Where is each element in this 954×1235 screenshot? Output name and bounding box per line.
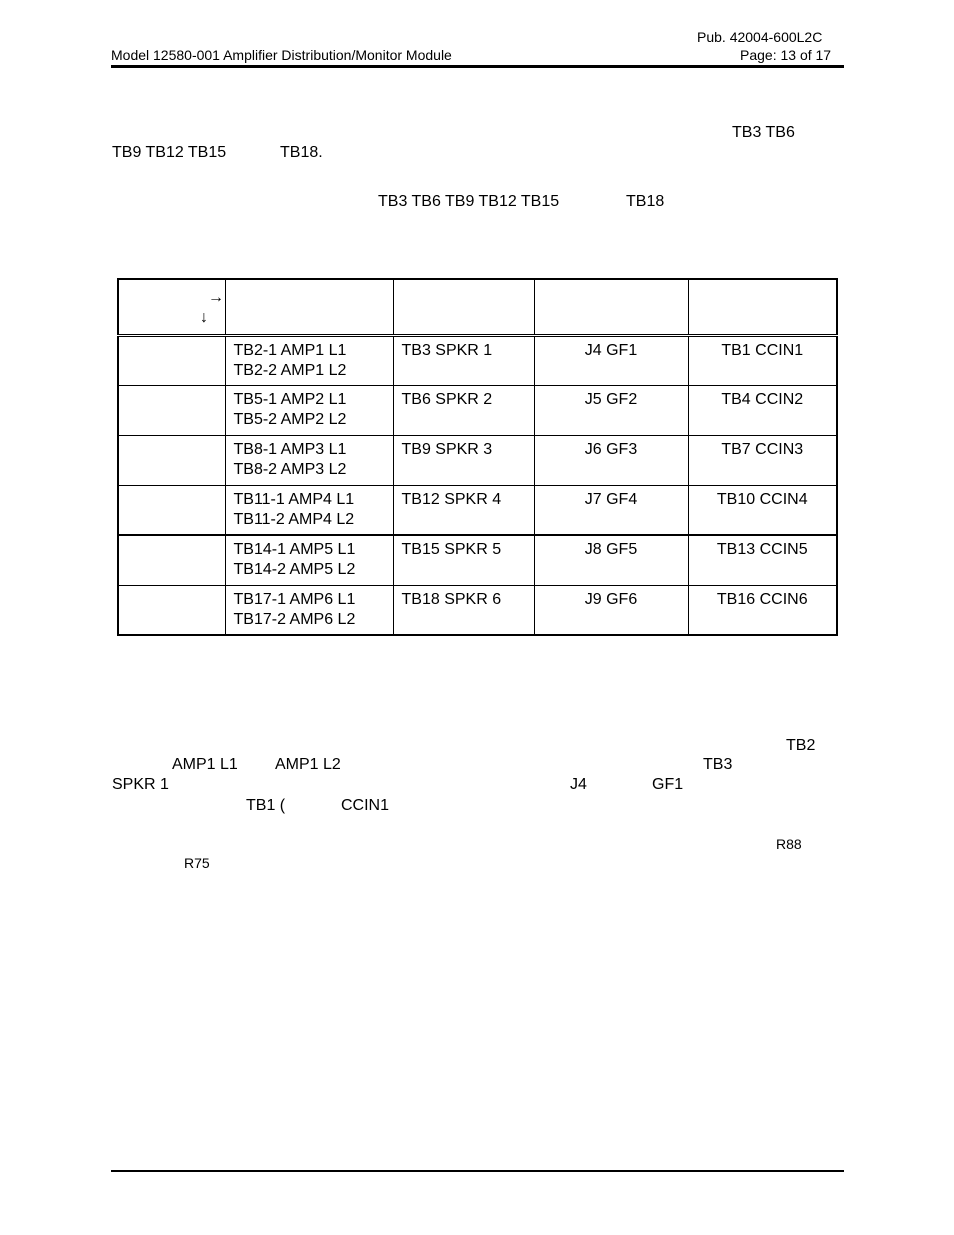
ccin-cell: TB13 CCIN5 (688, 535, 837, 585)
publication-number: Pub. 42004-600L2C (697, 29, 823, 45)
gf-cell: J8 GF5 (534, 535, 688, 585)
header-cell (688, 279, 837, 335)
amp-cell (225, 385, 393, 435)
header-cell (393, 279, 534, 335)
para-r75: R75 (184, 855, 210, 871)
amp-l2: TB11-2 AMP4 L2 (233, 510, 355, 528)
amp-cell (225, 485, 393, 535)
para-gf1: GF1 (652, 776, 684, 793)
spkr-cell: TB3 SPKR 1 (393, 335, 534, 385)
gf-cell: J4 GF1 (534, 335, 688, 385)
row-label-cell (118, 385, 225, 435)
spkr-cell: TB12 SPKR 4 (393, 485, 534, 535)
para-amp1-l1: AMP1 L1 (172, 756, 238, 773)
terminal-mapping-table (117, 278, 838, 636)
arrow-right-icon: → (208, 289, 224, 306)
amp-l1: TB14-1 AMP5 L1 (233, 541, 356, 558)
ccin-cell: TB1 CCIN1 (688, 335, 837, 385)
para-r88: R88 (776, 836, 802, 852)
table-row (118, 485, 837, 535)
spkr-cell: TB9 SPKR 3 (393, 435, 534, 485)
amp-l2: TB17-2 AMP6 L2 (233, 610, 356, 628)
ccin-cell: TB16 CCIN6 (688, 585, 837, 635)
amp-l1: TB2-1 AMP1 L1 (233, 341, 347, 359)
amp-l2: TB14-2 AMP5 L2 (233, 561, 356, 578)
amp-l1: TB8-1 AMP3 L1 (233, 440, 347, 458)
table-header-row (118, 279, 837, 335)
table-row (118, 435, 837, 485)
para-spkr1: SPKR 1 (112, 776, 169, 793)
amp-l1: TB11-1 AMP4 L1 (233, 490, 355, 508)
ccin-cell: TB7 CCIN3 (688, 435, 837, 485)
row-label-cell (118, 435, 225, 485)
row-label-cell (118, 485, 225, 535)
amp-l2: TB8-2 AMP3 L2 (233, 460, 347, 478)
amp-l1: TB17-1 AMP6 L1 (233, 590, 356, 608)
amp-cell (225, 585, 393, 635)
amp-cell (225, 335, 393, 385)
ccin-cell: TB4 CCIN2 (688, 385, 837, 435)
intro-line2-tail: TB18. (280, 144, 323, 161)
table-row (118, 385, 837, 435)
row-label-cell (118, 335, 225, 385)
spkr-cell: TB15 SPKR 5 (393, 535, 534, 585)
amp-l2: TB5-2 AMP2 L2 (233, 410, 347, 428)
intro-line3: TB3 TB6 TB9 TB12 TB15 (378, 193, 560, 210)
header-corner-cell (118, 279, 225, 335)
para-tb1: TB1 ( (246, 797, 286, 814)
amp-l1: TB5-1 AMP2 L1 (233, 390, 347, 408)
header-cell (534, 279, 688, 335)
gf-cell: J6 GF3 (534, 435, 688, 485)
amp-cell (225, 435, 393, 485)
gf-cell: J9 GF6 (534, 585, 688, 635)
row-label-cell (118, 585, 225, 635)
amp-cell (225, 535, 393, 585)
intro-line2: TB9 TB12 TB15 (112, 144, 227, 161)
table-row (118, 535, 837, 585)
intro-line1-tail: TB3 TB6 (732, 124, 795, 141)
document-title: Model 12580-001 Amplifier Distribution/Monitor Module (111, 47, 452, 63)
gf-cell: J7 GF4 (534, 485, 688, 535)
table-row (118, 585, 837, 635)
spkr-cell: TB6 SPKR 2 (393, 385, 534, 435)
para-tb3: TB3 (703, 756, 733, 773)
para-j4: J4 (570, 776, 587, 793)
ccin-cell: TB10 CCIN4 (688, 485, 837, 535)
header-cell (225, 279, 393, 335)
arrow-down-icon: ↓ (200, 309, 208, 326)
spkr-cell: TB18 SPKR 6 (393, 585, 534, 635)
intro-line3-tail: TB18 (626, 193, 665, 210)
table-row (118, 335, 837, 385)
amp-l2: TB2-2 AMP1 L2 (233, 361, 347, 379)
footer-rule (111, 1170, 844, 1172)
para-ccin1: CCIN1 (341, 797, 390, 814)
page-number: Page: 13 of 17 (740, 47, 832, 63)
gf-cell: J5 GF2 (534, 385, 688, 435)
header-rule (111, 65, 844, 68)
para-amp1-l2: AMP1 L2 (275, 756, 341, 773)
para-tb2: TB2 (786, 737, 816, 754)
row-label-cell (118, 535, 225, 585)
